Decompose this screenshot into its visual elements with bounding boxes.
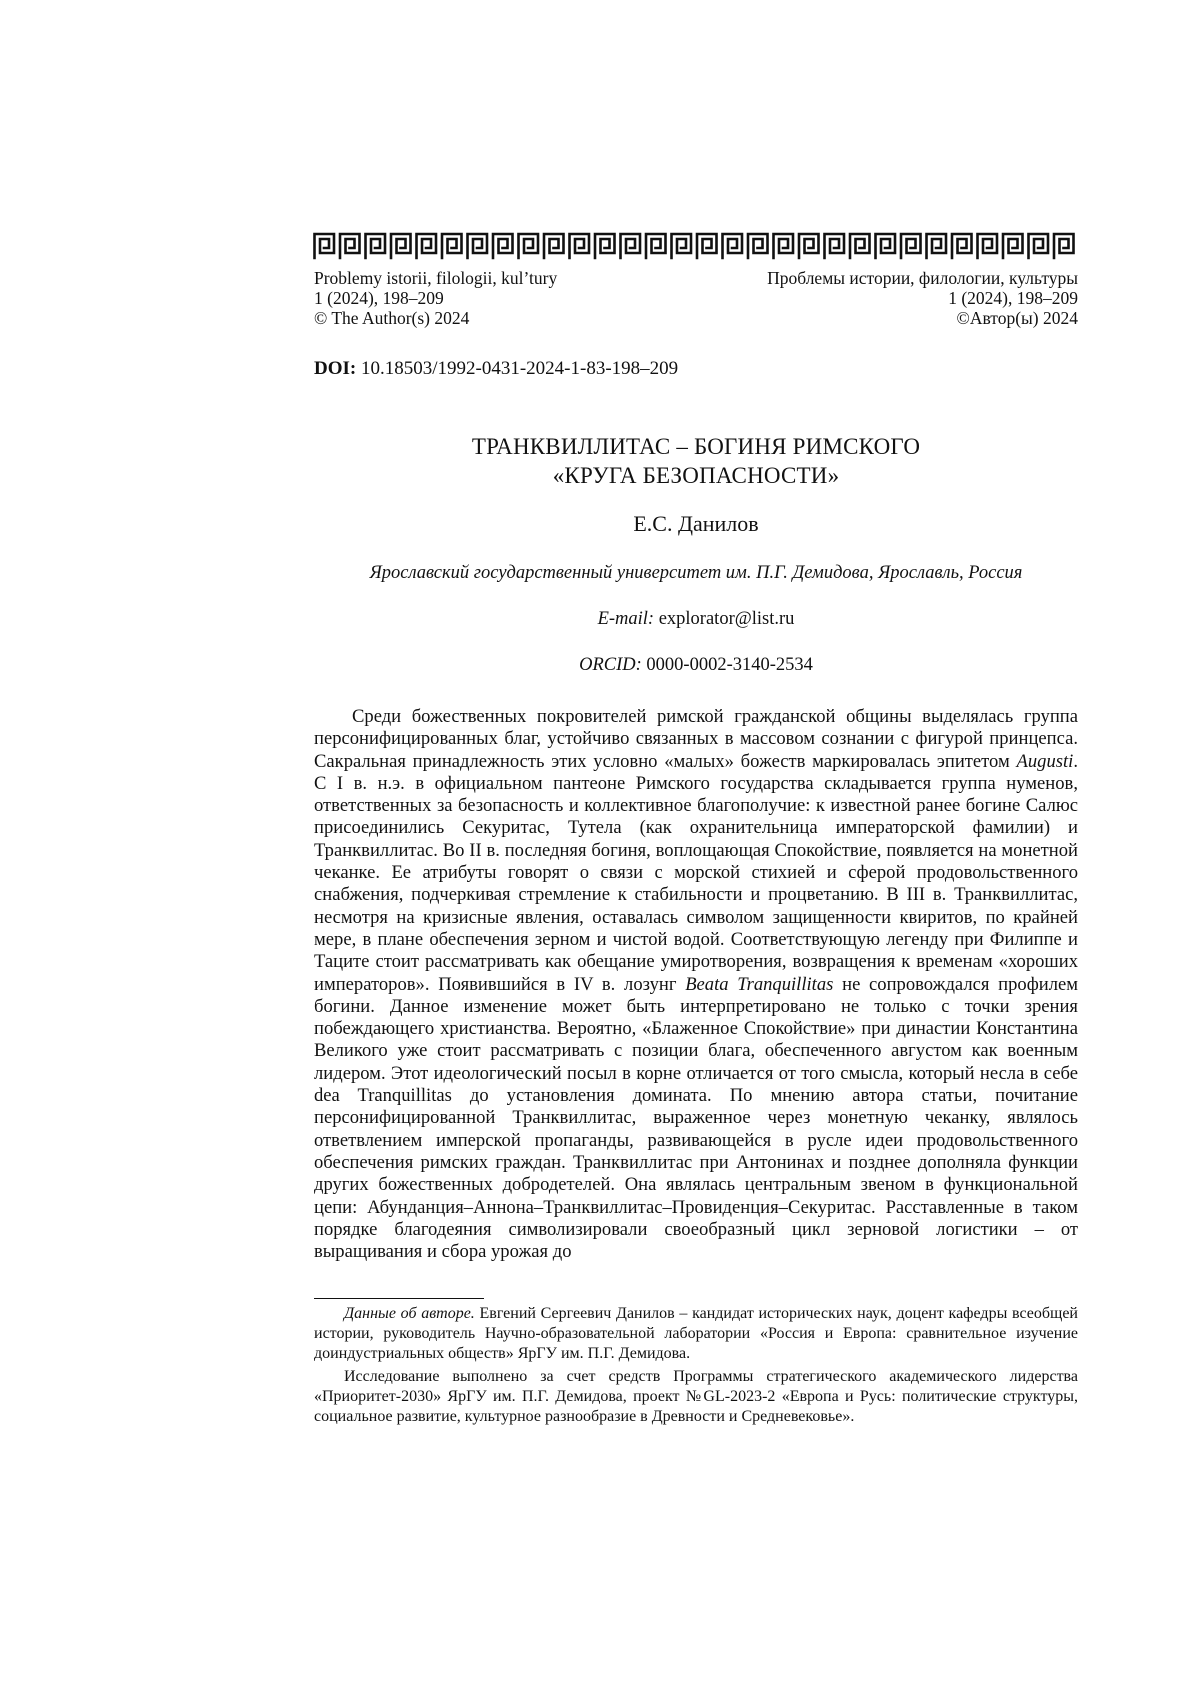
header-right-cyrillic bbox=[767, 268, 1078, 328]
doi-value[interactable]: 10.18503/1992-0431-2024-1-83-198–209 bbox=[360, 358, 679, 379]
email-line bbox=[314, 609, 1078, 630]
copyright-cyrillic: ©Автор(ы) 2024 bbox=[956, 308, 1078, 328]
issue-cyrillic: 1 (2024), 198–209 bbox=[948, 288, 1078, 308]
author-name: Е.С. Данилов bbox=[633, 511, 759, 536]
journal-name-cyrillic: Проблемы истории, филологии, культуры bbox=[767, 268, 1078, 288]
title-line-2: «КРУГА БЕЗОПАСНОСТИ» bbox=[552, 463, 840, 488]
abstract-text-2: . С I в. н.э. в официальном пантеоне Римского государства складывается группа нуменов, ответственных за безопасность и коллективное благополучие: к известной ранее богине Салюс присоединились Секуритас, Тутела (как охранительница императорской фамилии) и Транквиллитас. Во II в. последняя богиня, воплощающая Спокойствие, появляется на монетной чеканке. Ее атрибуты говорят о связи с морской стихией и сферой продовольственного снабжения, подчеркивая стремление к стабильности и процветанию. В III в. Транквиллитас, несмотря на кризисные явления, оставалась символом защищенности квиритов, по крайней мере, в плане обеспечения зерном и чистой водой. Соответствующую легенду при Филиппе и Таците стоит рассматривать как обещание умиротворения, возвращения к временам «хороших императоров». Появившийся в IV в. лозунг bbox=[314, 750, 1078, 995]
footnote-separator bbox=[314, 1298, 484, 1299]
footnote-author-label: Данные об авторе. bbox=[344, 1305, 475, 1322]
abstract-paragraph bbox=[314, 706, 1078, 1263]
copyright-latin: © The Author(s) 2024 bbox=[314, 308, 470, 328]
header-left-latin bbox=[314, 268, 557, 328]
journal-name-latin: Problemy istorii, filologii, kul’tury bbox=[314, 268, 558, 288]
footnotes bbox=[314, 1304, 1078, 1430]
greek-meander-border bbox=[313, 232, 1078, 260]
doi-line bbox=[314, 358, 678, 380]
abstract-italic-augusti: Augusti bbox=[1016, 750, 1074, 772]
footnote-author-text: Евгений Сергеевич Данилов – кандидат исторических наук, доцент кафедры всеобщей истории, руководитель Научно-образовательной лаборатории «Россия и Европа: сравнительное изучение доиндустриальных обществ» ЯрГУ им. П.Г. Демидова. bbox=[314, 1305, 1078, 1362]
abstract-text-3: не сопровождался профилем богини. Данное изменение может быть интерпретировано не только с точки зрения побеждающего христианства. Вероятно, «Блаженное Спокойствие» при династии Константина Великого уже стоит рассматривать с позиции блага, обеспеченного августом как военным лидером. Этот идеологический посыл в корне отличается от того смысла, который несла в себе dea Tranquillitas до установления домината. По мнению автора статьи, почитание персонифицированной Транквиллитас, выраженное через монетную чеканку, являлось ответвлением имперской пропаганды, развивающейся в русле идеи продовольственного обеспечения римских граждан. Транквиллитас при Антонинах и позднее дополняла функции других божественных добродетелей. Она являлась центральным звеном в функциональной цепи: Абунданция–Аннона–Транквиллитас–Провиденция–Секуритас. Расставленные в таком порядке благодеяния символизировали своеобразный цикл зерновой логистики – от выращивания и сбора урожая до bbox=[314, 973, 1078, 1263]
orcid-line bbox=[314, 655, 1078, 676]
abstract-text-1: Среди божественных покровителей римской гражданской общины выделялась группа персонифицированных благ, устойчиво связанных в массовом сознании с фигурой принцепса. Сакральная принадлежность этих условно «малых» божеств маркировалась эпитетом bbox=[314, 706, 1078, 772]
doi-label: DOI: bbox=[314, 358, 357, 379]
orcid-label: ORCID: bbox=[579, 655, 642, 675]
author-affiliation: Ярославский государственный университет им. П.Г. Демидова, Ярославль, Россия bbox=[369, 563, 1023, 583]
issue-latin: 1 (2024), 198–209 bbox=[314, 288, 444, 308]
email-address[interactable]: explorator@list.ru bbox=[658, 609, 795, 629]
footnote-author-info bbox=[314, 1304, 1078, 1364]
abstract bbox=[314, 706, 1078, 1263]
title-line-1: ТРАНКВИЛЛИТАС – БОГИНЯ РИМСКОГО bbox=[471, 434, 921, 459]
footnote-funding: Исследование выполнено за счет средств Программы стратегического академического лидерства «Приоритет-2030» ЯрГУ им. П.Г. Демидова, проект №GL-2023-2 «Европа и Русь: политические структуры, социальное развитие, культурное разнообразие в Древности и Средневековье». bbox=[314, 1368, 1078, 1425]
email-label: E-mail: bbox=[597, 609, 655, 629]
abstract-italic-beata: Beata Tranquillitas bbox=[685, 973, 834, 995]
article-title bbox=[314, 432, 1078, 490]
orcid-id[interactable]: 0000-0002-3140-2534 bbox=[646, 655, 813, 675]
